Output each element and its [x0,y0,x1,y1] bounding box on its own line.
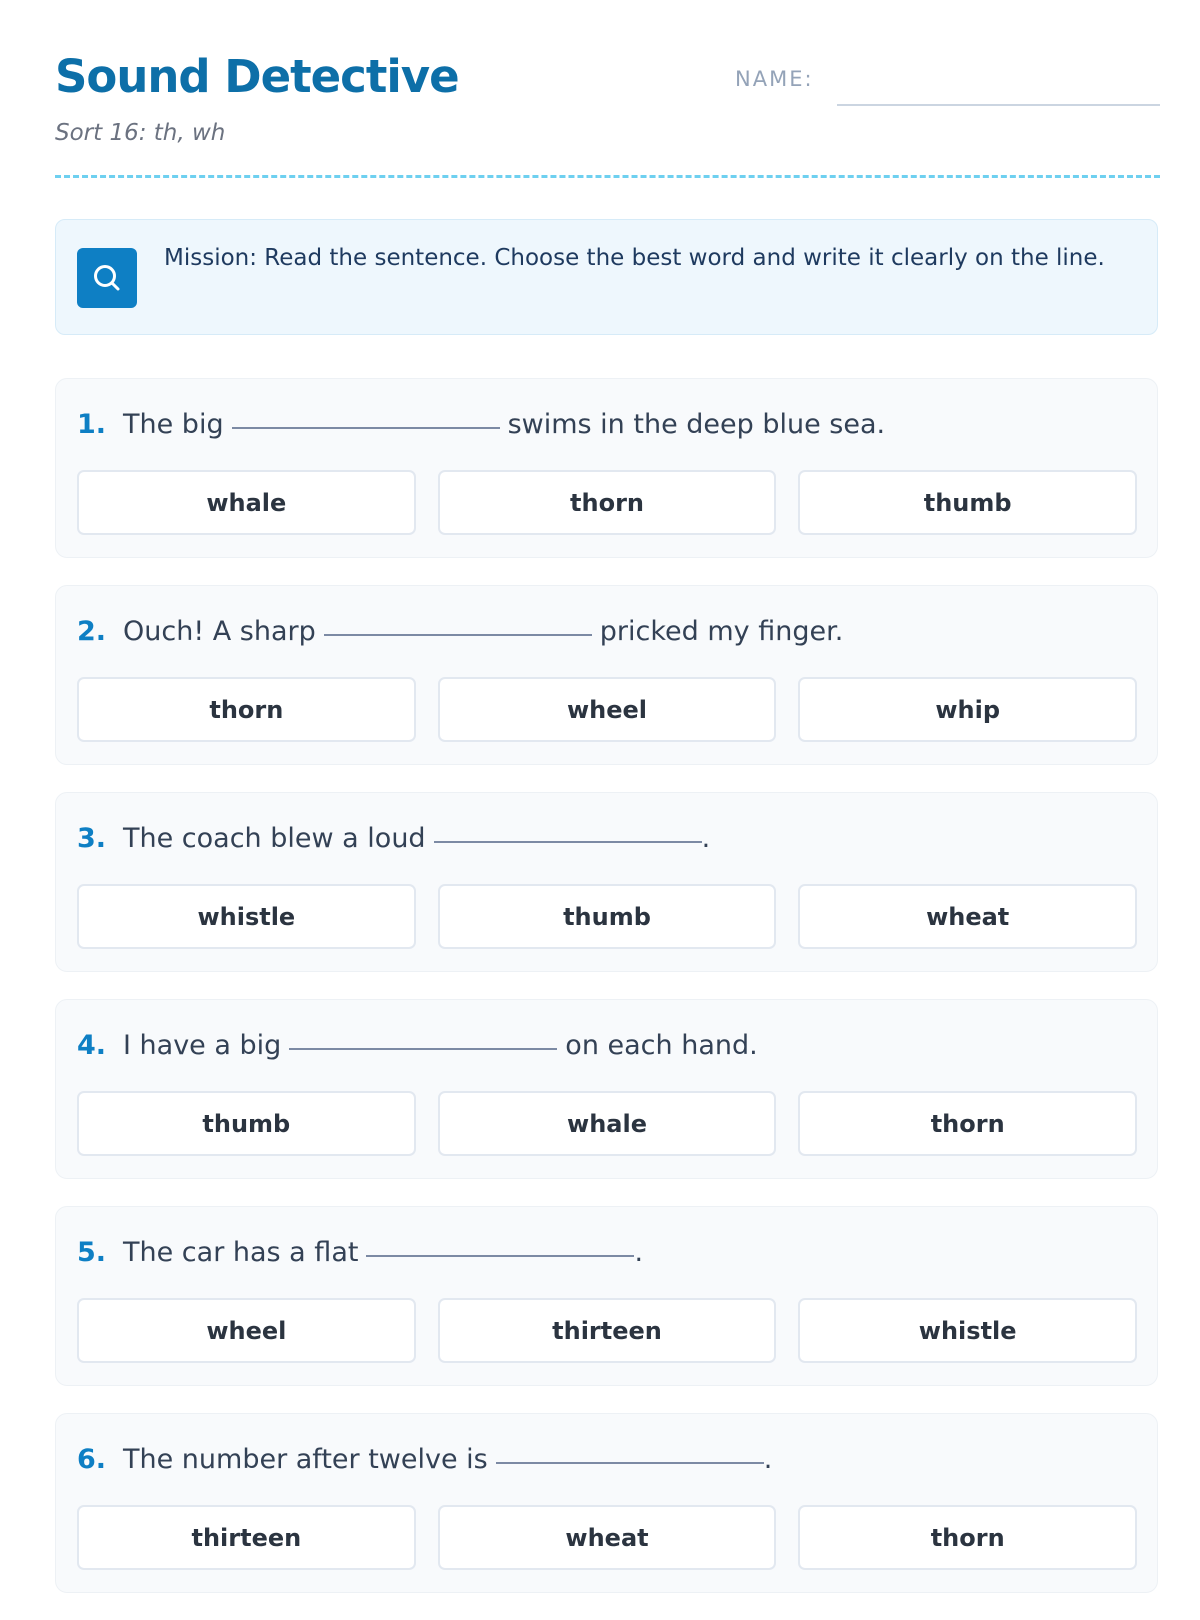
word-choice-button[interactable]: thumb [77,1091,416,1156]
name-field[interactable] [837,104,1160,106]
worksheet-page [55,0,1160,1552]
answer-options [77,1091,1137,1156]
question-card [55,378,1158,558]
sentence-start: The car has a flat [123,1237,359,1268]
answer-blank[interactable] [496,1462,764,1464]
question-number: 5. [77,1237,107,1268]
sentence-end: swims in the deep blue sea. [507,409,886,440]
search-icon [77,248,137,308]
sentence-start: Ouch! A sharp [123,616,316,647]
question-card [55,1206,1158,1386]
sentence-start: The number after twelve is [123,1444,488,1475]
question-sentence [77,407,885,443]
word-choice-button[interactable]: whistle [77,884,416,949]
sentence-start: I have a big [123,1030,282,1061]
answer-options [77,1298,1137,1363]
word-choice-button[interactable]: thirteen [438,1298,777,1363]
sentence-end: . [763,1444,773,1475]
worksheet-header [55,0,1160,175]
word-choice-button[interactable]: thumb [438,884,777,949]
sentence-end: pricked my finger. [599,616,844,647]
word-choice-button[interactable]: thumb [798,470,1137,535]
question-card [55,792,1158,972]
sentence-start: The big [123,409,224,440]
word-choice-button[interactable]: wheel [438,677,777,742]
question-sentence [77,1028,758,1064]
sentence-end: . [634,1237,644,1268]
mission-instructions: Mission: Read the sentence. Choose the best word and write it clearly on the line. [164,245,1105,271]
question-number: 2. [77,616,107,647]
answer-options [77,677,1137,742]
mission-box [55,219,1158,335]
word-choice-button[interactable]: thorn [798,1505,1137,1570]
word-choice-button[interactable]: thirteen [77,1505,416,1570]
answer-blank[interactable] [324,634,592,636]
word-choice-button[interactable]: wheel [77,1298,416,1363]
sentence-end: . [701,823,711,854]
answer-blank[interactable] [366,1255,634,1257]
page-subtitle: Sort 16: th, wh [55,120,226,146]
question-sentence [77,614,843,650]
question-number: 6. [77,1444,107,1475]
sentence-start: The coach blew a loud [123,823,426,854]
answer-blank[interactable] [434,841,702,843]
word-choice-button[interactable]: thorn [77,677,416,742]
answer-blank[interactable] [289,1048,557,1050]
word-choice-button[interactable]: wheat [798,884,1137,949]
word-choice-button[interactable]: thorn [798,1091,1137,1156]
word-choice-button[interactable]: whistle [798,1298,1137,1363]
question-sentence [77,1442,772,1478]
answer-options [77,884,1137,949]
name-label: NAME: [735,67,814,91]
question-card [55,585,1158,765]
answer-blank[interactable] [232,427,500,429]
word-choice-button[interactable]: whale [77,470,416,535]
question-number: 1. [77,409,107,440]
question-card [55,1413,1158,1593]
sentence-end: on each hand. [565,1030,758,1061]
word-choice-button[interactable]: whale [438,1091,777,1156]
answer-options [77,1505,1137,1570]
header-divider [55,175,1160,178]
question-sentence [77,1235,643,1271]
word-choice-button[interactable]: wheat [438,1505,777,1570]
answer-options [77,470,1137,535]
page-title: Sound Detective [55,50,459,103]
word-choice-button[interactable]: thorn [438,470,777,535]
question-number: 4. [77,1030,107,1061]
question-card [55,999,1158,1179]
question-number: 3. [77,823,107,854]
word-choice-button[interactable]: whip [798,677,1137,742]
question-sentence [77,821,710,857]
question-list [55,378,1158,1620]
